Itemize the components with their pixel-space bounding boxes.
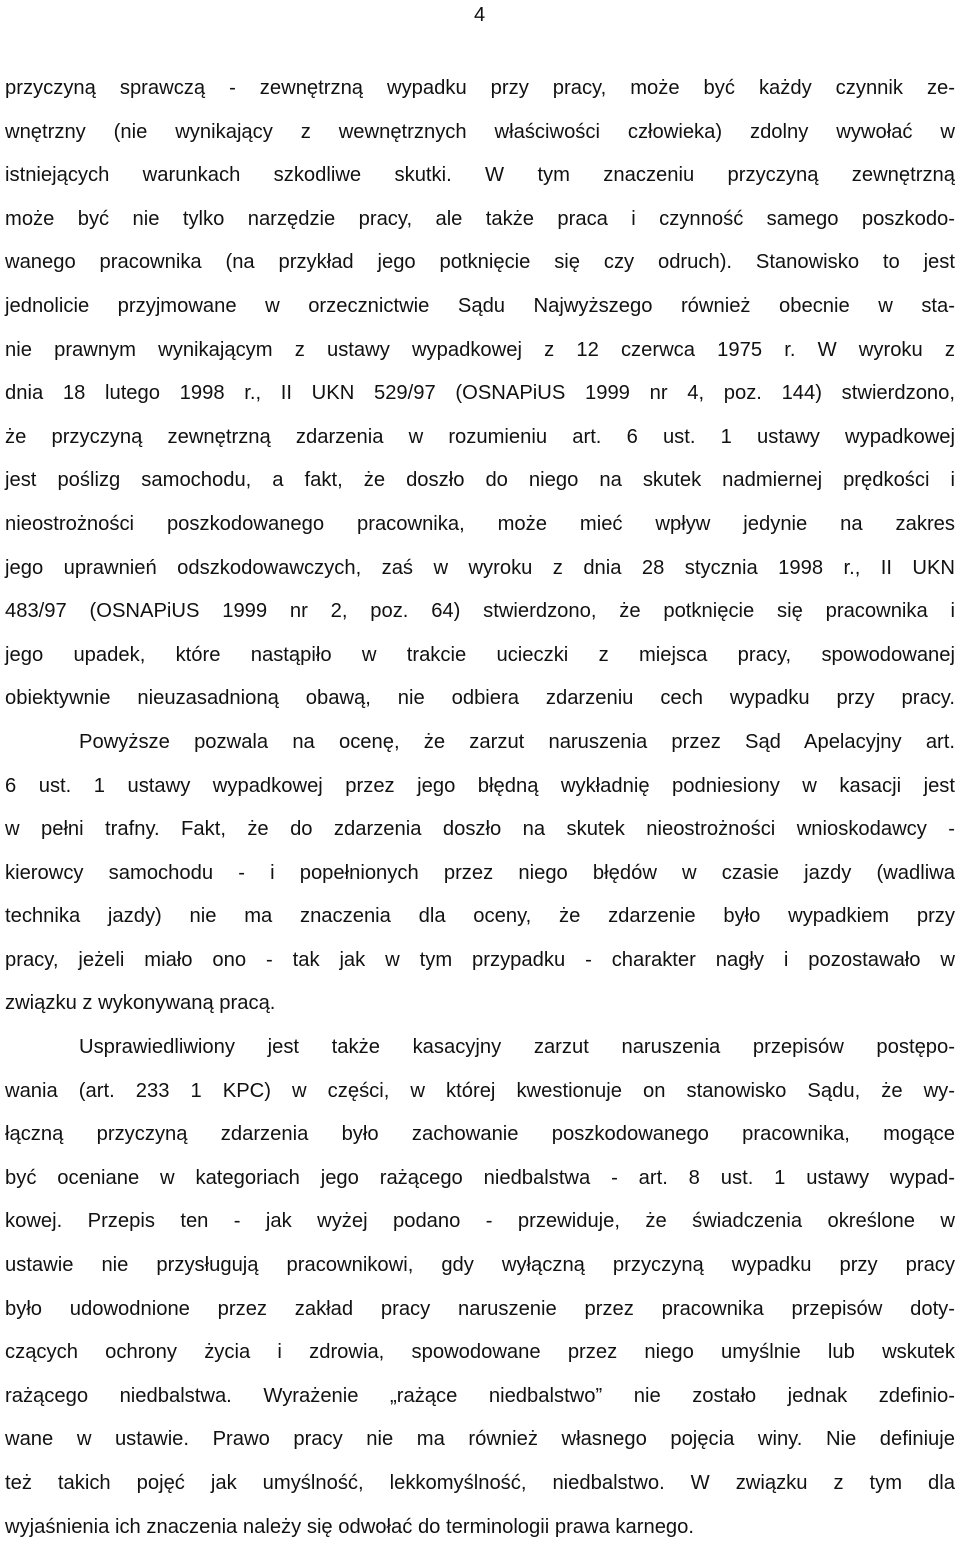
text-line: przyczyną sprawczą - zewnętrzną wypadku przy pracy, może być każdy czynnik ze- [5,77,955,99]
text-line: technika jazdy) nie ma znaczenia dla oceny, że zdarzenie było wypadkiem przy [5,905,955,928]
text-line: związku z wykonywaną pracą. [5,992,276,1015]
text-line: wnętrzny (nie wynikający z wewnętrznych właściwości człowieka) zdolny wywołać w [5,120,955,143]
text-line: że przyczyną zewnętrzną zdarzenia w rozumieniu art. 6 ust. 1 ustawy wypadkowej [5,425,955,448]
text-line: było udowodnione przez zakład pracy naruszenie przez pracownika przepisów doty- [5,1297,955,1320]
text-line: też takich pojęć jak umyślność, lekkomyślność, niedbalstwo. W związku z tym dla [5,1472,955,1494]
text-line: kowej. Przepis ten - jak wyżej podano - przewiduje, że świadczenia określone w [5,1210,955,1233]
text-line: w pełni trafny. Fakt, że do zdarzenia doszło na skutek nieostrożności wnioskodawcy - [5,818,955,841]
text-line: być oceniane w kategoriach jego rażącego niedbalstwa - art. 8 ust. 1 ustawy wypad- [5,1166,955,1189]
text-line: czących ochrony życia i zdrowia, spowodowane przez niego umyślnie lub wskutek [5,1341,955,1364]
text-line: nie prawnym wynikającym z ustawy wypadkowej z 12 czerwca 1975 r. W wyroku z [5,338,955,361]
text-line: Powyższe pozwala na ocenę, że zarzut naruszenia przez Sąd Apelacyjny art. [79,730,955,753]
text-line: pracy, jeżeli miało ono - tak jak w tym przypadku - charakter nagły i pozostawało w [5,948,955,971]
text-line: wane w ustawie. Prawo pracy nie ma również własnego pojęcia winy. Nie definiuje [5,1428,955,1451]
body-text [5,67,955,1549]
text-line: istniejących warunkach szkodliwe skutki. W tym znaczeniu przyczyną zewnętrzną [5,164,955,187]
text-line: łączną przyczyną zdarzenia było zachowanie poszkodowanego pracownika, mogące [5,1123,955,1146]
text-line: jego upadek, które nastąpiło w trakcie ucieczki z miejsca pracy, spowodowanej [5,643,955,666]
text-line: kierowcy samochodu - i popełnionych przez niego błędów w czasie jazdy (wadliwa [5,861,955,884]
text-line: 6 ust. 1 ustawy wypadkowej przez jego błędną wykładnię podniesiony w kasacji jest [5,774,955,797]
text-line: jednolicie przyjmowane w orzecznictwie Sądu Najwyższego również obecnie w sta- [5,294,955,317]
text-line: wanego pracownika (na przykład jego potknięcie się czy odruch). Stanowisko to jest [5,251,955,274]
text-line: dnia 18 lutego 1998 r., II UKN 529/97 (OSNAPiUS 1999 nr 4, poz. 144) stwierdzono, [5,382,955,405]
text-line: 483/97 (OSNAPiUS 1999 nr 2, poz. 64) stwierdzono, że potknięcie się pracownika i [5,600,955,623]
text-line: wania (art. 233 1 KPC) w części, w której kwestionuje on stanowisko Sądu, że wy- [5,1079,955,1102]
text-line: jego uprawnień odszkodowawczych, zaś w wyroku z dnia 28 stycznia 1998 r., II UKN [5,556,955,579]
page-number: 4 [474,4,486,26]
text-line: ustawie nie przysługują pracownikowi, gdy wyłączną przyczyną wypadku przy pracy [5,1254,955,1277]
text-line: jest poślizg samochodu, a fakt, że doszło do niego na skutek nadmiernej prędkości i [5,469,955,492]
text-line: Usprawiedliwiony jest także kasacyjny zarzut naruszenia przepisów postępo- [79,1036,955,1059]
text-line: rażącego niedbalstwa. Wyrażenie „rażące niedbalstwo” nie zostało jednak zdefinio- [5,1384,955,1407]
text-line: obiektywnie nieuzasadnioną obawą, nie odbiera zdarzeniu cech wypadku przy pracy. [5,687,955,710]
text-line: wyjaśnienia ich znaczenia należy się odwołać do terminologii prawa karnego. [5,1515,694,1538]
text-line: może być nie tylko narzędzie pracy, ale także praca i czynność samego poszkodo- [5,207,955,230]
text-line: nieostrożności poszkodowanego pracownika, może mieć wpływ jedynie na zakres [5,512,955,535]
